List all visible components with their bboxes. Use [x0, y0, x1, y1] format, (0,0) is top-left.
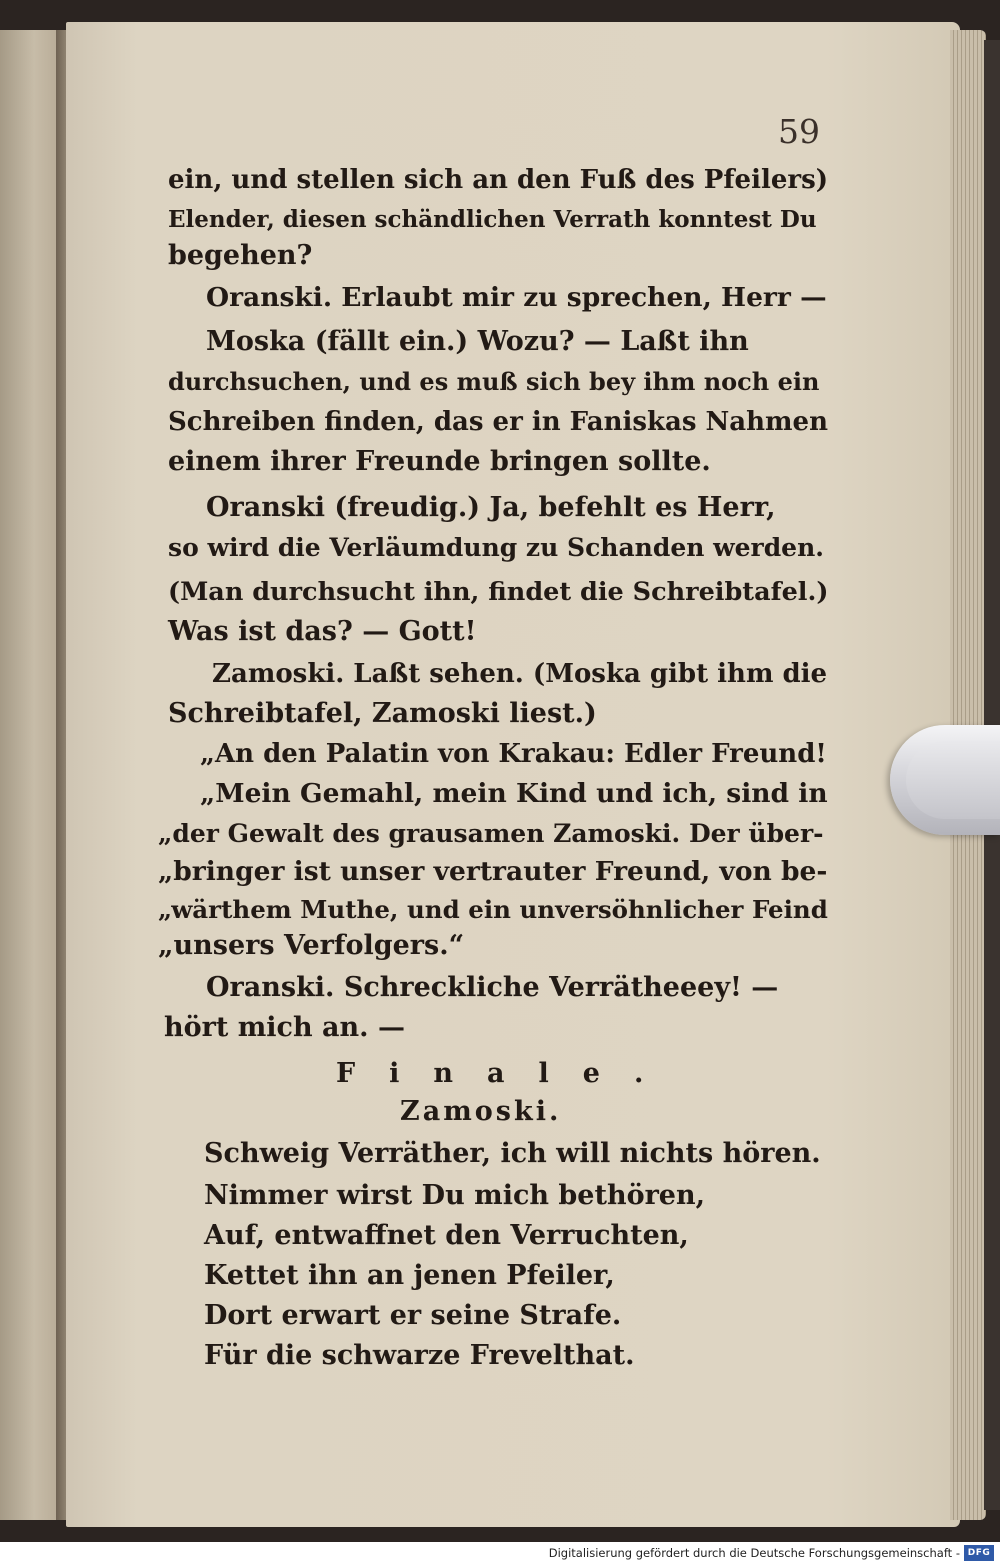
text-line: ein, und stellen sich an den Fuß des Pfeilers) [168, 165, 829, 195]
footer-bar [0, 1542, 1000, 1565]
verse-line: Nimmer wirst Du mich bethören, [204, 1180, 706, 1211]
text-line: hört mich an. — [164, 1012, 405, 1043]
text-line: so wird die Verläumdung zu Schanden werden. [168, 533, 824, 562]
stage-direction: (Man durchsucht ihn, findet die Schreibtafel.) [168, 577, 829, 607]
letter-line: „wärthem Muthe, und ein unversöhnlicher Feind [158, 895, 828, 924]
letter-line: „unsers Verfolgers.“ [158, 930, 465, 961]
page-number: 59 [778, 112, 820, 151]
letter-line: „Mein Gemahl, mein Kind und ich, sind in [200, 778, 828, 809]
speaker-line: Oranski. Erlaubt mir zu sprechen, Herr — [206, 282, 827, 313]
verse-line: Für die schwarze Frevelthat. [204, 1340, 635, 1371]
verse-line: Dort erwart er seine Strafe. [204, 1300, 622, 1331]
footer-credit: Digitalisierung gefördert durch die Deutsche Forschungsgemeinschaft - [548, 1546, 960, 1560]
speaker-line: Oranski (freudig.) Ja, befehlt es Herr, [206, 492, 776, 523]
text-line: Elender, diesen schändlichen Verrath konntest Du [168, 206, 817, 233]
letter-line: „An den Palatin von Krakau: Edler Freund! [200, 739, 827, 769]
letter-line: „bringer ist unser vertrauter Freund, von be- [158, 856, 828, 887]
verse-line: Kettet ihn an jenen Pfeiler, [204, 1260, 615, 1291]
text-line: durchsuchen, und es muß sich bey ihm noch ein [168, 367, 820, 396]
verse-line: Auf, entwaffnet den Verruchten, [204, 1220, 689, 1251]
speaker-line: Moska (fällt ein.) Wozu? — Laßt ihn [206, 326, 749, 357]
page-clip-inner [906, 741, 1000, 819]
text-line: Was ist das? — Gott! [168, 616, 477, 647]
left-page-edge [0, 30, 62, 1520]
speaker-heading: Zamoski. [400, 1096, 562, 1127]
verse-line: Schweig Verräther, ich will nichts hören. [204, 1138, 821, 1169]
text-line: einem ihrer Freunde bringen sollte. [168, 446, 711, 477]
dfg-logo: DFG [964, 1545, 994, 1561]
speaker-line: Oranski. Schreckliche Verrätheeey! — [206, 972, 779, 1003]
speaker-line: Zamoski. Laßt sehen. (Moska gibt ihm die [212, 659, 828, 689]
text-line: Schreibtafel, Zamoski liest.) [168, 698, 597, 729]
section-heading: Finale. [336, 1058, 678, 1089]
text-line: begehen? [168, 240, 313, 271]
letter-line: „der Gewalt des grausamen Zamoski. Der über- [158, 819, 824, 848]
text-line: Schreiben finden, das er in Faniskas Nahmen [168, 407, 829, 437]
